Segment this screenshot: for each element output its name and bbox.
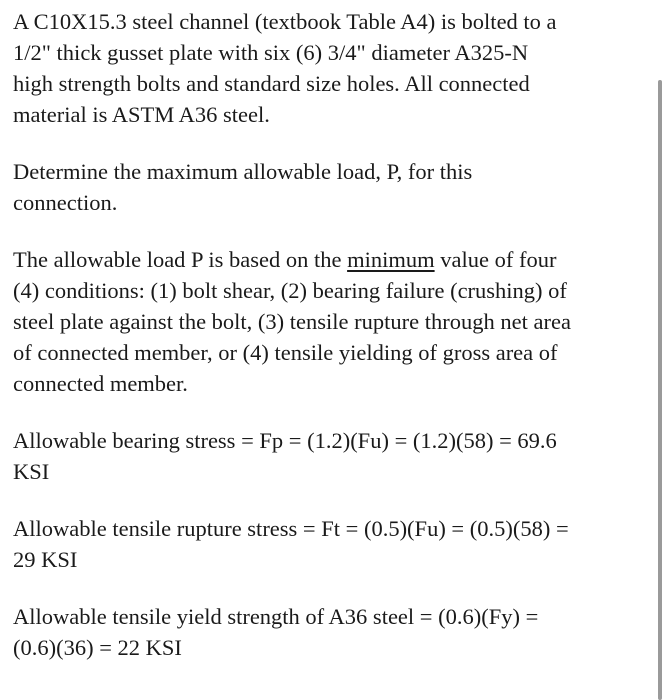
text-line: Allowable tensile yield strength of A36 steel = (0.6)(Fy) = (13, 604, 539, 629)
paragraph-yield-strength (13, 601, 661, 663)
text-line: A C10X15.3 steel channel (textbook Table A4) is bolted to a (13, 9, 557, 34)
text-segment: value of four (434, 247, 557, 272)
text-line: material is ASTM A36 steel. (13, 102, 270, 127)
text-segment: The allowable load P is based on the (13, 247, 348, 272)
text-line: KSI (13, 459, 50, 484)
text-line: Allowable tensile rupture stress = Ft = (0.5)(Fu) = (0.5)(58) = (13, 516, 569, 541)
text-line: Allowable bearing stress = Fp = (1.2)(Fu) = (1.2)(58) = 69.6 (13, 428, 557, 453)
text-line: Determine the maximum allowable load, P, for this (13, 159, 473, 184)
text-line: steel plate against the bolt, (3) tensile rupture through net area (13, 309, 571, 334)
text-line: high strength bolts and standard size holes. All connected (13, 71, 530, 96)
text-line: connection. (13, 190, 118, 215)
paragraph-bearing-stress (13, 425, 661, 487)
text-line: (4) conditions: (1) bolt shear, (2) bearing failure (crushing) of (13, 278, 567, 303)
text-line: 29 KSI (13, 547, 78, 572)
paragraph-determine (13, 156, 661, 218)
text-line (13, 244, 661, 275)
underlined-word: minimum (347, 247, 435, 272)
text-line: 1/2" thick gusset plate with six (6) 3/4" diameter A325-N (13, 40, 529, 65)
vertical-scrollbar[interactable] (658, 80, 662, 700)
text-line: connected member. (13, 371, 188, 396)
problem-statement (13, 6, 661, 689)
paragraph-rupture-stress (13, 513, 661, 575)
paragraph-conditions (13, 244, 661, 399)
text-line: of connected member, or (4) tensile yielding of gross area of (13, 340, 558, 365)
paragraph-given (13, 6, 661, 130)
text-line: (0.6)(36) = 22 KSI (13, 635, 182, 660)
